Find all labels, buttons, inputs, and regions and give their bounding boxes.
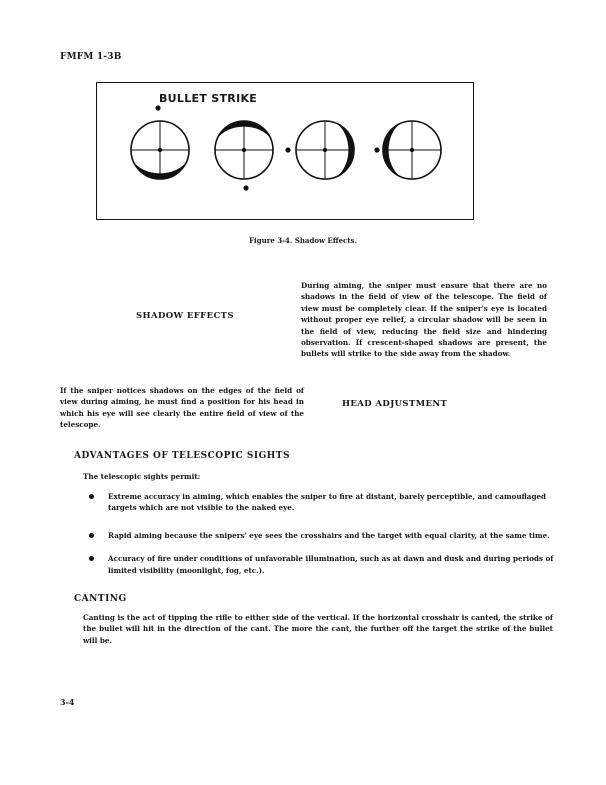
advantages-intro: The telescopic sights permit: — [83, 472, 201, 481]
bullet-strike-mark — [285, 147, 290, 152]
bullet-strike-mark — [155, 105, 160, 110]
advantages-list — [86, 491, 556, 576]
bullet-strike-mark — [374, 147, 379, 152]
scope-shadow-bottom — [131, 105, 189, 179]
scope-shadow-right — [285, 121, 354, 179]
list-item-text: Extreme accuracy in aiming, which enables the sniper to fire at distant, barely perceptible, and camouflaged targets which are not visible to the naked eye. — [108, 492, 547, 513]
page-number: 3-4 — [60, 697, 75, 707]
canting-paragraph: Canting is the act of tipping the rifle to either side of the vertical. If the horizontal crosshair is canted, the strike of the bullet will hit in the direction of the cant. The more the cant, the further off the target the strike of the bullet will be. — [83, 613, 553, 645]
list-item — [86, 553, 556, 576]
list-item — [86, 491, 556, 514]
figure-shadow-effects — [96, 82, 474, 220]
scope-shadow-top — [215, 121, 273, 191]
shadow-effects-diagram — [97, 83, 475, 221]
figure-caption: Figure 3-4. Shadow Effects. — [249, 236, 357, 245]
list-item-text: Rapid aiming because the snipers' eye sees the crosshairs and the target with equal clarity, at the same time. — [108, 530, 550, 540]
head-adjustment-paragraph: If the sniper notices shadows on the edges of the field of view during aiming, he must find a position for his head in which his eye will see clearly the entire field of view of the telescope. — [60, 386, 304, 430]
bullet-icon — [89, 494, 94, 499]
figure-title: BULLET STRIKE — [159, 92, 258, 105]
heading-advantages: ADVANTAGES OF TELESCOPIC SIGHTS — [74, 451, 290, 461]
list-item — [86, 530, 556, 541]
heading-canting: CANTING — [74, 594, 127, 604]
shadow-effects-paragraph: During aiming, the sniper must ensure that there are no shadows in the field of view of the telescope. The field of view must be completely clear. If the sniper's eye is located without proper eye relief, a circular shadow will be seen in the field of view, reducing the field size and hindering observation. If crescent-shaped shadows are present, the bullets will strike to the side away from the shadow. — [301, 281, 547, 359]
bullet-icon — [89, 533, 94, 538]
bullet-icon — [89, 556, 94, 561]
document-header: FMFM 1-3B — [60, 52, 122, 62]
bullet-strike-mark — [243, 185, 248, 190]
scope-shadow-left — [374, 121, 441, 179]
list-item-text: Accuracy of fire under conditions of unfavorable illumination, such as at dawn and dusk and during periods of limited visibility (moonlight, fog, etc.). — [108, 554, 554, 575]
heading-shadow-effects: SHADOW EFFECTS — [136, 311, 234, 321]
heading-head-adjustment: HEAD ADJUSTMENT — [342, 399, 448, 409]
